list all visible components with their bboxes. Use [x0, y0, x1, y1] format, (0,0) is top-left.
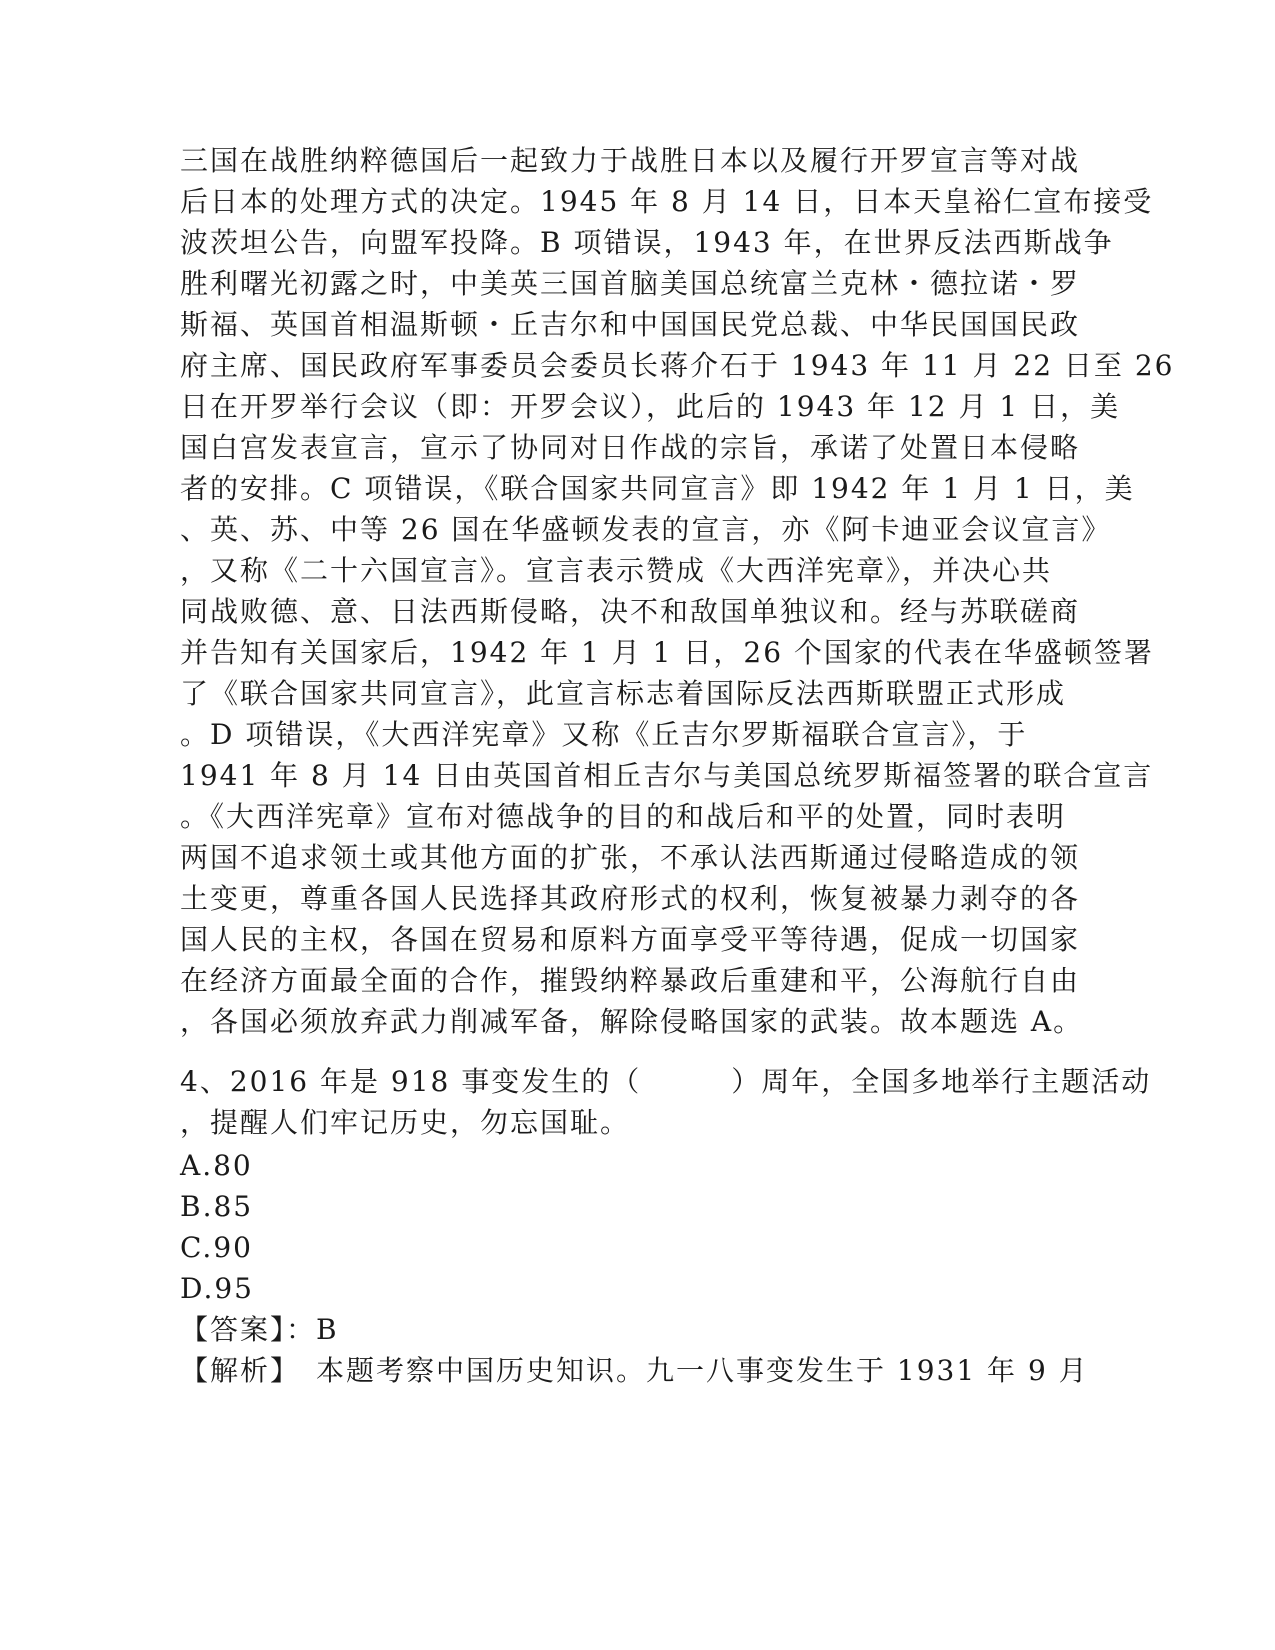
- explanation-line: 土变更，尊重各国人民选择其政府形式的权利，恢复被暴力剥夺的各: [180, 882, 1081, 915]
- explanation-line: 国白宫发表宣言，宣示了协同对日作战的宗旨，承诺了处置日本侵略: [180, 431, 1081, 464]
- explanation-line: 了《联合国家共同宣言》，此宣言标志着国际反法西斯联盟正式形成: [180, 677, 1067, 710]
- option-b: B.85: [180, 1190, 254, 1223]
- explanation-line: 三国在战胜纳粹德国后一起致力于战胜日本以及履行开罗宣言等对战: [180, 144, 1081, 177]
- option-c: C.90: [180, 1231, 253, 1264]
- explanation-line: 、英、苏、中等 26 国在华盛顿发表的宣言，亦《阿卡迪亚会议宣言》: [180, 513, 1112, 546]
- explanation-line: 日在开罗举行会议（即：开罗会议），此后的 1943 年 12 月 1 日，美: [180, 390, 1121, 423]
- explanation-line: 斯福、英国首相温斯顿・丘吉尔和中国国民党总裁、中华民国国民政: [180, 308, 1081, 341]
- question-stem-line: ，提醒人们牢记历史，勿忘国耻。: [180, 1106, 631, 1139]
- explanation-line: 国人民的主权，各国在贸易和原料方面享受平等待遇，促成一切国家: [180, 923, 1081, 956]
- explanation-line: 同战败德、意、日法西斯侵略，决不和敌国单独议和。经与苏联磋商: [180, 595, 1081, 628]
- explanation-line: ，各国必须放弃武力削减军备，解除侵略国家的武装。故本题选 A。: [180, 1005, 1084, 1038]
- explanation-line: 两国不追求领土或其他方面的扩张，不承认法西斯通过侵略造成的领: [180, 841, 1081, 874]
- explanation-line: 1941 年 8 月 14 日由英国首相丘吉尔与美国总统罗斯福签署的联合宣言: [180, 759, 1154, 792]
- explanation-line: 者的安排。C 项错误，《联合国家共同宣言》即 1942 年 1 月 1 日，美: [180, 472, 1135, 505]
- explanation-line: 。D 项错误，《大西洋宪章》又称《丘吉尔罗斯福联合宣言》，于: [180, 718, 1028, 751]
- explanation-line: 波茨坦公告，向盟军投降。B 项错误，1943 年，在世界反法西斯战争: [180, 226, 1114, 259]
- option-a: A.80: [180, 1149, 253, 1182]
- explanation-line: 后日本的处理方式的决定。1945 年 8 月 14 日，日本天皇裕仁宣布接受: [180, 185, 1154, 218]
- question-stem-line: 4、2016 年是 918 事变发生的（ ）周年，全国多地举行主题活动: [180, 1065, 1152, 1098]
- explanation-line: ，又称《二十六国宣言》。宣言表示赞成《大西洋宪章》，并决心共: [180, 554, 1053, 587]
- explanation-line: 在经济方面最全面的合作，摧毁纳粹暴政后重建和平，公海航行自由: [180, 964, 1081, 997]
- answer-line: 【答案】：B: [180, 1313, 339, 1346]
- explanation-line: 府主席、国民政府军事委员会委员长蒋介石于 1943 年 11 月 22 日至 26: [180, 349, 1175, 382]
- explanation-line: 。《大西洋宪章》宣布对德战争的目的和战后和平的处置，同时表明: [180, 800, 1067, 833]
- option-d: D.95: [180, 1272, 254, 1305]
- explanation-line: 胜利曙光初露之时，中美英三国首脑美国总统富兰克林・德拉诺・罗: [180, 267, 1081, 300]
- analysis-line: 【解析】 本题考察中国历史知识。九一八事变发生于 1931 年 9 月: [180, 1354, 1089, 1387]
- explanation-line: 并告知有关国家后，1942 年 1 月 1 日，26 个国家的代表在华盛顿签署: [180, 636, 1154, 669]
